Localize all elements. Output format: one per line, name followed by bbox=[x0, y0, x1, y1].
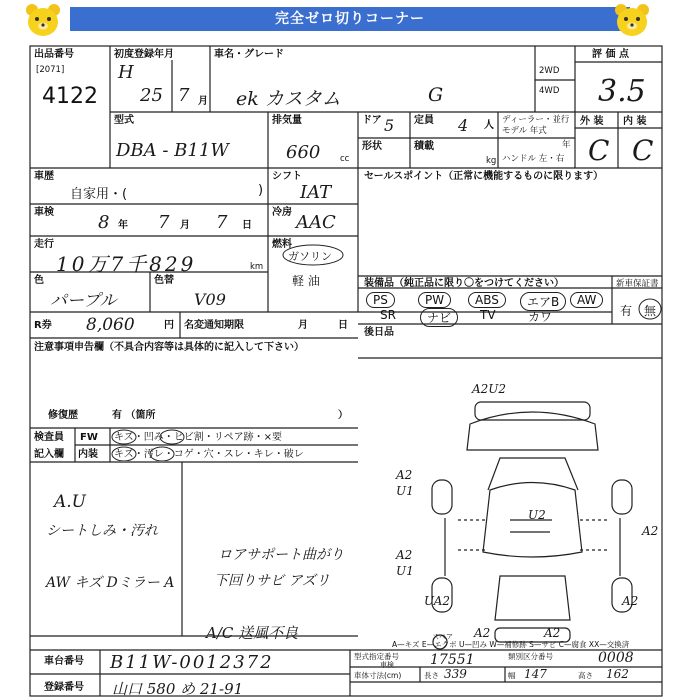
width-label: 幅 bbox=[508, 671, 516, 680]
diag-a2-left-low: A2 bbox=[396, 548, 413, 562]
fw-label: FW bbox=[80, 432, 98, 443]
inspector-label: 検査員 bbox=[34, 432, 64, 443]
disp-value: 660 bbox=[286, 142, 321, 163]
reg-era: H bbox=[118, 62, 134, 83]
shift-value: IAT bbox=[300, 182, 332, 203]
length-value: 339 bbox=[444, 667, 467, 681]
lot-number: 4122 bbox=[42, 84, 98, 109]
lot-code: [2071] bbox=[36, 65, 65, 75]
car-grade: G bbox=[428, 84, 444, 106]
equipment-item-2-1: ナビ bbox=[420, 308, 458, 327]
yen-unit: 円 bbox=[164, 320, 174, 331]
warranty-no: 無 bbox=[644, 304, 657, 318]
diag-u2: U2 bbox=[528, 508, 546, 522]
chassis-label: 車台番号 bbox=[44, 656, 84, 667]
note-line-2: シートしみ・汚れ bbox=[46, 523, 158, 539]
chassis-number: B11W-0012372 bbox=[110, 652, 274, 673]
fuel-diesel: 軽 油 bbox=[292, 274, 320, 288]
diag-ua2: UA2 bbox=[424, 594, 451, 608]
sales-label: セールスポイント（正常に機能するものに限ります） bbox=[364, 171, 604, 182]
drive-4wd: 4WD bbox=[539, 86, 560, 96]
insp-day: 7 bbox=[216, 212, 228, 233]
equipment-item-1-0: PS bbox=[366, 292, 395, 308]
km-unit: km bbox=[250, 262, 264, 272]
diag-a2-bottom-a: A2 bbox=[474, 626, 491, 640]
warranty-label: 新車保証書 bbox=[616, 279, 659, 289]
dealer-label: ディーラー・並行 bbox=[502, 115, 570, 125]
color-value: パープル bbox=[50, 291, 117, 311]
height-value: 162 bbox=[606, 667, 629, 681]
reg-year: 25 bbox=[140, 85, 163, 106]
fuel-gasoline: ガソリン bbox=[288, 250, 332, 263]
reg-no-value: 山口 580 め 21-91 bbox=[112, 680, 244, 698]
model-value: DBA - B11W bbox=[116, 140, 229, 161]
car-name: ek カスタム bbox=[236, 88, 341, 110]
diag-u1-left-low: U1 bbox=[396, 564, 414, 578]
ext-label: 外 装 bbox=[580, 116, 604, 127]
equip-label: 装備品（純正品に限り〇をつけてください） bbox=[364, 278, 564, 289]
year-unit: 年 bbox=[562, 140, 571, 150]
score-value: 3.5 bbox=[598, 74, 646, 109]
banner bbox=[0, 0, 700, 40]
r-value: 8,060 bbox=[86, 315, 135, 335]
bear-mascot-icon bbox=[613, 2, 651, 38]
doors-value: 5 bbox=[384, 116, 395, 135]
model-year-label: モデル 年式 bbox=[502, 126, 547, 136]
mileage-label: 走行 bbox=[34, 239, 54, 250]
name-change-month: 月 bbox=[298, 320, 308, 331]
repair-label: 修復歴 bbox=[48, 410, 78, 421]
height-label: 高さ bbox=[578, 671, 593, 680]
year-char: 年 bbox=[118, 220, 128, 231]
cc-unit: cc bbox=[340, 154, 350, 164]
diag-spare: スペア bbox=[432, 633, 453, 641]
person-unit: 人 bbox=[484, 120, 494, 131]
equipment-item-1-4: AW bbox=[570, 292, 603, 308]
equipment-item-1-1: PW bbox=[418, 292, 451, 308]
note-line-3: AW キズ Dミラー A bbox=[46, 575, 175, 591]
check-circles bbox=[110, 429, 260, 461]
lot-label: 出品番号 bbox=[34, 49, 74, 60]
score-label: 評 価 点 bbox=[592, 49, 629, 60]
size-label: 車体寸法(cm) bbox=[354, 671, 402, 680]
class-no-label: 類別区分番号 bbox=[508, 652, 553, 661]
fw-items: キズ・凹み・ヒビ割・リペア跡・×要 bbox=[114, 432, 282, 443]
use-close: ) bbox=[258, 183, 264, 198]
int-label: 内 装 bbox=[623, 116, 647, 127]
note-right-1: ロアサポート曲がり bbox=[218, 547, 344, 563]
use-label: 車歴 bbox=[34, 171, 54, 182]
door-label: ドア bbox=[362, 115, 382, 126]
equipment-item-1-3: エアB bbox=[520, 292, 566, 311]
diag-a2-bottom-b: A2 bbox=[544, 626, 561, 640]
spec-no-sub: 車検 bbox=[380, 661, 394, 669]
int-grade: C bbox=[632, 134, 654, 167]
width-value: 147 bbox=[524, 667, 547, 681]
in-items: キズ・汚レ・コゲ・穴・スレ・キレ・破レ bbox=[114, 449, 304, 460]
shift-label: シフト bbox=[272, 171, 302, 182]
note-right-2: 下回りサビ アズリ bbox=[214, 573, 330, 589]
color-no-value: V09 bbox=[194, 290, 226, 309]
month-unit: 月 bbox=[198, 96, 208, 107]
capacity-value: 4 bbox=[458, 116, 469, 135]
car-name-label: 車名・グレード bbox=[214, 49, 284, 60]
ext-grade: C bbox=[588, 134, 610, 167]
load-label: 積載 bbox=[414, 141, 434, 152]
handle-label: ハンドル 左・右 bbox=[502, 154, 565, 164]
repair-close: ） bbox=[338, 410, 348, 421]
name-change-label: 名変通知期限 bbox=[184, 320, 244, 331]
ac-label: 冷房 bbox=[272, 207, 292, 218]
shape-label: 形状 bbox=[362, 141, 382, 152]
first-reg-label: 初度登録年月 bbox=[114, 49, 174, 60]
insp-month: 7 bbox=[158, 212, 170, 233]
color-no-label: 色替 bbox=[154, 275, 174, 286]
damage-legend: A—キズ E—エクボ U—凹み W—補修跡 S—サビ C—腐食 XX—交換済 bbox=[392, 640, 630, 649]
capacity-label: 定員 bbox=[414, 115, 434, 126]
reg-month: 7 bbox=[178, 85, 190, 106]
warranty-yes: 有 bbox=[620, 304, 633, 318]
diag-u1-left: U1 bbox=[396, 484, 414, 498]
auction-sheet bbox=[0, 40, 700, 700]
equipment-item-1-2: ABS bbox=[468, 292, 506, 308]
r-label: R券 bbox=[34, 320, 52, 331]
model-label: 型式 bbox=[114, 115, 134, 126]
fuel-circle bbox=[282, 244, 344, 266]
disp-label: 排気量 bbox=[272, 115, 302, 126]
diag-a2-right: A2 bbox=[642, 524, 659, 538]
note-line-1: A.U bbox=[54, 492, 87, 512]
color-label: 色 bbox=[34, 275, 44, 286]
naiso-label: 内装 bbox=[78, 449, 98, 460]
equipment-item-2-3: カワ bbox=[528, 310, 553, 324]
spec-no-label: 型式指定番号 bbox=[354, 652, 399, 661]
note-bottom: A/C 送風不良 bbox=[206, 624, 299, 642]
kg-unit: kg bbox=[486, 156, 497, 166]
banner-title: 完全ゼロ切りコーナー bbox=[70, 7, 630, 31]
mileage-value: 10万7千829 bbox=[56, 252, 197, 276]
diag-a2u2-top: A2U2 bbox=[472, 382, 507, 396]
name-change-day: 日 bbox=[338, 320, 348, 331]
inspection-label: 車検 bbox=[34, 207, 54, 218]
class-no-value: 0008 bbox=[598, 650, 634, 666]
use-value: 自家用・( bbox=[70, 187, 128, 202]
length-label: 長さ bbox=[424, 671, 439, 680]
fuel-label: 燃料 bbox=[272, 239, 292, 250]
month-char: 月 bbox=[180, 220, 190, 231]
notice-label: 注意事項申告欄（不具合内容等は具体的に記入して下さい） bbox=[34, 342, 304, 353]
spec-no-value: 17551 bbox=[430, 652, 475, 668]
day-char: 日 bbox=[242, 220, 252, 231]
equipment-item-2-0: SR bbox=[380, 308, 396, 322]
repair-value: 有 （箇所 bbox=[112, 410, 156, 421]
bear-mascot-icon bbox=[24, 2, 62, 38]
after-items-label: 後日品 bbox=[364, 327, 394, 338]
record-label: 記入欄 bbox=[34, 449, 64, 460]
warranty-no-circle bbox=[638, 298, 662, 320]
drive-2wd: 2WD bbox=[539, 66, 560, 76]
insp-year: 8 bbox=[98, 212, 110, 233]
diag-a2-bottom-right: A2 bbox=[622, 594, 639, 608]
diag-a2-left: A2 bbox=[396, 468, 413, 482]
ac-value: AAC bbox=[296, 212, 336, 233]
reg-no-label: 登録番号 bbox=[44, 682, 84, 693]
equipment-item-2-2: TV bbox=[480, 308, 496, 322]
